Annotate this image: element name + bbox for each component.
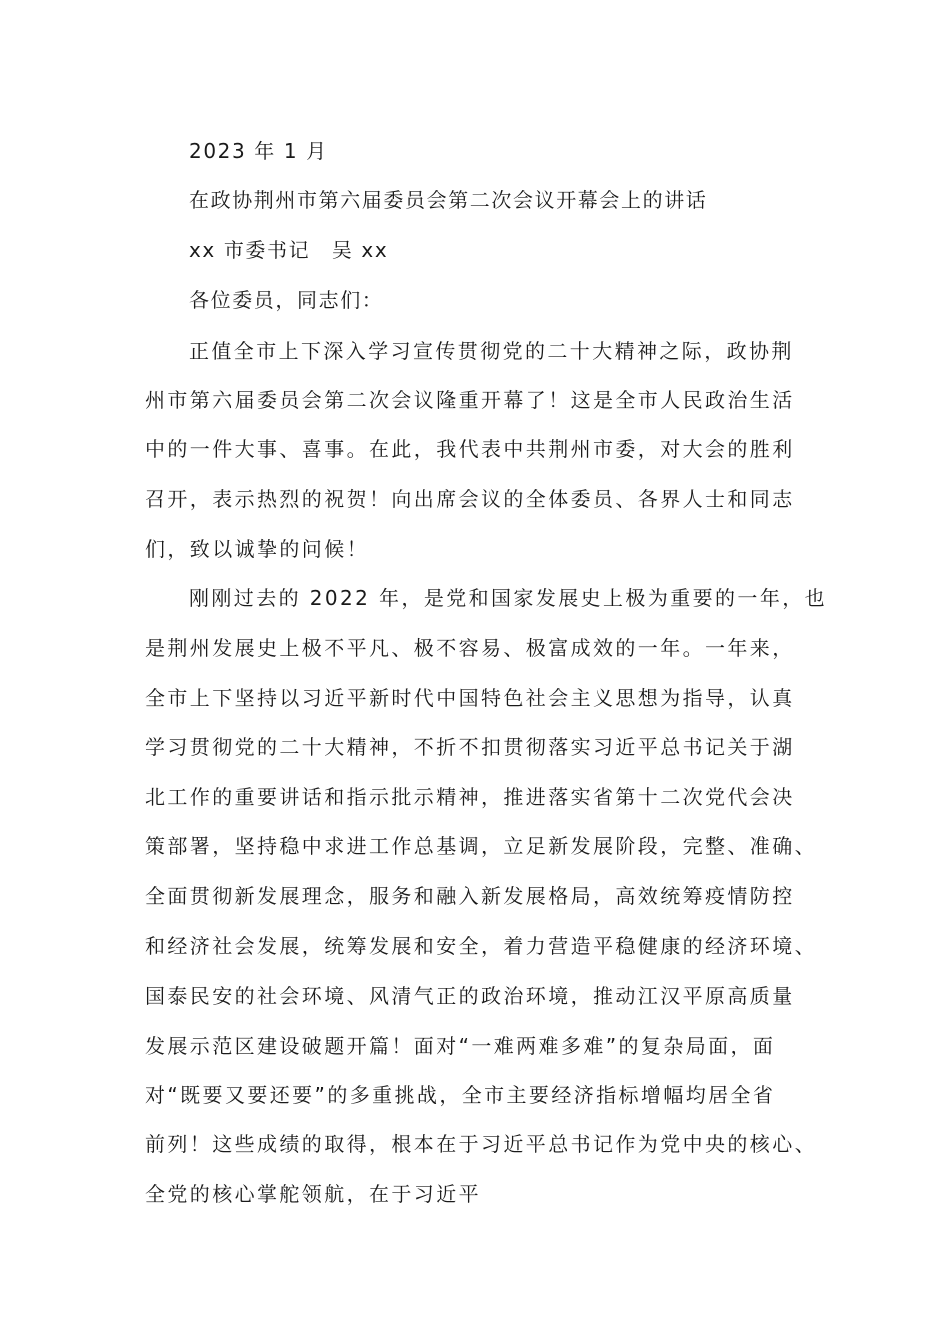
paragraph-2-line-12: 前列！这些成绩的取得，根本在于习近平总书记作为党中央的核心、 (145, 1132, 817, 1156)
salutation: 各位委员，同志们： (189, 288, 384, 312)
document-date: 2023 年 1 月 (189, 139, 328, 163)
paragraph-2-line-8: 和经济社会发展，统筹发展和安全，着力营造平稳健康的经济环境、 (145, 934, 817, 958)
paragraph-2-line-4: 学习贯彻党的二十大精神，不折不扣贯彻落实习近平总书记关于湖 (145, 735, 795, 759)
paragraph-2-line-9: 国泰民安的社会环境、风清气正的政治环境，推动江汉平原高质量 (145, 984, 795, 1008)
paragraph-2-line-7: 全面贯彻新发展理念，服务和融入新发展格局，高效统筹疫情防控 (145, 884, 795, 908)
paragraph-2-line-11: 对“既要又要还要”的多重挑战，全市主要经济指标增幅均居全省 (145, 1083, 776, 1107)
paragraph-1-line-5: 们，致以诚挚的问候！ (145, 537, 369, 561)
paragraph-1-line-1: 正值全市上下深入学习宣传贯彻党的二十大精神之际，政协荆 (189, 339, 794, 363)
paragraph-1-line-4: 召开，表示热烈的祝贺！向出席会议的全体委员、各界人士和同志 (145, 487, 795, 511)
speaker-line: xx 市委书记 吴 xx (189, 238, 389, 262)
paragraph-2-line-5: 北工作的重要讲话和指示批示精神，推进落实省第十二次党代会决 (145, 785, 795, 809)
document-title: 在政协荆州市第六届委员会第二次会议开幕会上的讲话 (189, 188, 708, 212)
paragraph-2-line-13: 全党的核心掌舵领航，在于习近平 (145, 1182, 481, 1206)
paragraph-1-line-3: 中的一件大事、喜事。在此，我代表中共荆州市委，对大会的胜利 (145, 437, 795, 461)
paragraph-2-line-3: 全市上下坚持以习近平新时代中国特色社会主义思想为指导，认真 (145, 686, 795, 710)
paragraph-2-line-1: 刚刚过去的 2022 年，是党和国家发展史上极为重要的一年，也 (189, 586, 828, 610)
paragraph-1-line-2: 州市第六届委员会第二次会议隆重开幕了！这是全市人民政治生活 (145, 388, 795, 412)
paragraph-2-line-6: 策部署，坚持稳中求进工作总基调，立足新发展阶段，完整、准确、 (145, 834, 817, 858)
paragraph-2-line-10: 发展示范区建设破题开篇！面对“一难两难多难”的复杂局面，面 (145, 1034, 776, 1058)
paragraph-2-line-2: 是荆州发展史上极不平凡、极不容易、极富成效的一年。一年来， (145, 636, 795, 660)
